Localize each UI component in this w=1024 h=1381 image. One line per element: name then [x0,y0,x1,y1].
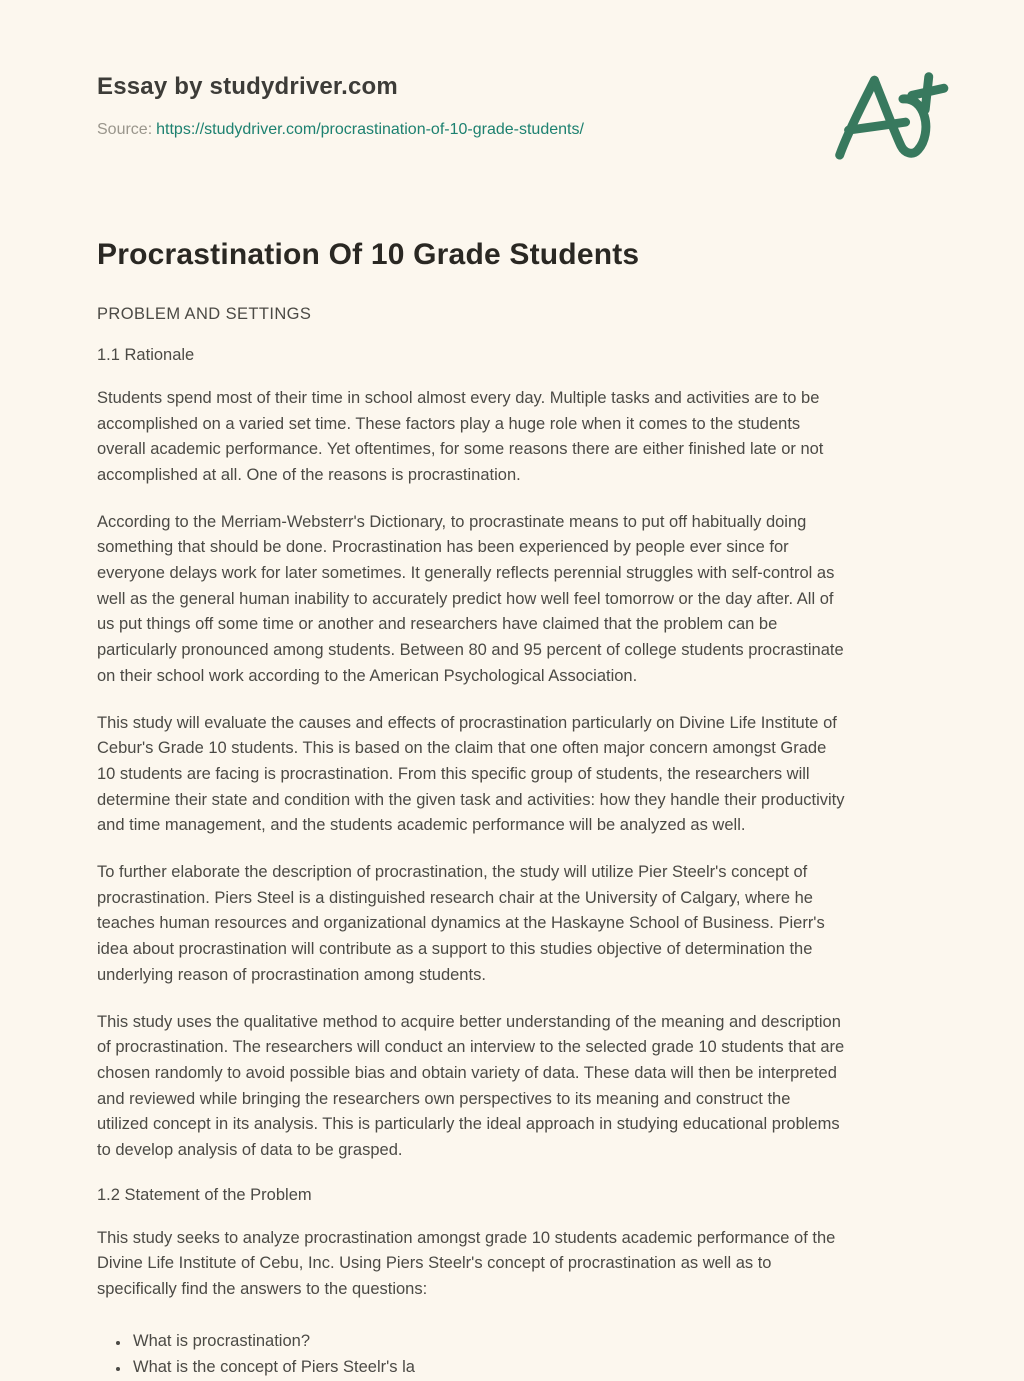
section-heading-problem-and-settings: PROBLEM AND SETTINGS [97,304,312,323]
source-link[interactable]: https://studydriver.com/procrastination-of-10-grade-students/ [156,121,584,138]
source-label: Source: [97,121,153,138]
paragraph-rationale-4: To further elaborate the description of procrastination, the study will utilize Pier Steelr's concept of procrastination. Piers Steel is a distinguished research chair at the University of Calgary, where he teaches human resources and organizational dynamics at the Haskayne School of Business. Pierr's idea about procrastination will contribute as a support to this studies objective of determination the underlying reason of procrastination among students. [97,863,825,984]
paragraph-rationale-2: According to the Merriam-Websterr's Dictionary, to procrastinate means to put off habitually doing something that should be done. Procrastination has been experienced by people ever since for everyone delays work for later sometimes. It generally reflects perennial struggles with self-control as well as the general human inability to accurately predict how well feel tomorrow or the day after. All of us put things off some time or another and researchers have claimed that the problem can be particularly pronounced among students. Between 80 and 95 percent of college students procrastinate on their school work according to the American Psychological Association. [97,512,844,685]
essay-byline-heading: Essay by studydriver.com [97,73,398,100]
list-item: • What is the concept of Piers Steelr's la [130,1355,846,1381]
paragraph-rationale-1: Students spend most of their time in school almost every day. Multiple tasks and activities are to be accomplished on a varied set time. These factors play a huge role when it comes to the students overall academic performance. Yet oftentimes, for some reasons there are either finished late or not accomplished at all. One of the reasons is procrastination. [97,388,824,484]
subsection-heading-statement-of-problem: 1.2 Statement of the Problem [97,1185,312,1204]
list-item: • What is procrastination? [130,1329,846,1355]
source-row [97,120,846,141]
subsection-heading-rationale: 1.1 Rationale [97,345,195,364]
paragraph-rationale-3: This study will evaluate the causes and effects of procrastination particularly on Divine Life Institute of Cebur's Grade 10 students. This is based on the claim that one often major concern amongst Grade 10 students are facing is procrastination. From this specific group of students, the researchers will determine their state and condition with the given task and activities: how they handle their productivity and time management, and the students academic performance will be analyzed as well. [97,713,845,835]
research-questions-list [97,1329,846,1380]
paragraph-statement-intro: This study seeks to analyze procrastination amongst grade 10 students academic performance of the Divine Life Institute of Cebu, Inc. Using Piers Steelr's concept of procrastination as well as to specifically find the answers to the questions: [97,1228,836,1299]
paragraph-rationale-5: This study uses the qualitative method to acquire better understanding of the meaning and description of procrastination. The researchers will conduct an interview to the selected grade 10 students that are chosen randomly to avoid possible bias and obtain variety of data. These data will then be interpreted and reviewed while bringing the researchers own perspectives to its meaning and construct the utilized concept in its analysis. This is particularly the ideal approach in studying educational problems to develop analysis of data to be grasped. [97,1012,845,1160]
a-plus-logo-icon [827,66,945,164]
article-title: Procrastination Of 10 Grade Students [97,237,640,271]
